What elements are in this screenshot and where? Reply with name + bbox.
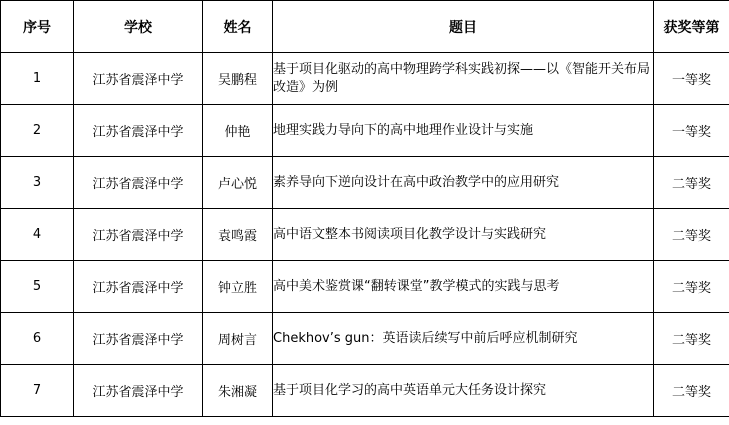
table-row [1,313,729,365]
cell-seq: 5 [1,261,74,313]
cell-seq: 6 [1,313,74,365]
cell-school: 江苏省震泽中学 [74,105,203,157]
cell-school: 江苏省震泽中学 [74,365,203,417]
cell-seq: 4 [1,209,74,261]
cell-title: 地理实践力导向下的高中地理作业设计与实施 [273,105,654,157]
cell-seq: 1 [1,53,74,105]
cell-school: 江苏省震泽中学 [74,313,203,365]
cell-name: 袁鸣霞 [203,209,273,261]
cell-award: 二等奖 [654,261,729,313]
cell-title: 素养导向下逆向设计在高中政治教学中的应用研究 [273,157,654,209]
cell-school: 江苏省震泽中学 [74,53,203,105]
cell-seq: 3 [1,157,74,209]
table-body [1,53,729,417]
cell-award: 二等奖 [654,313,729,365]
table-row [1,157,729,209]
cell-seq: 7 [1,365,74,417]
cell-name: 吴鹏程 [203,53,273,105]
cell-award: 一等奖 [654,105,729,157]
cell-title: 高中语文整本书阅读项目化教学设计与实践研究 [273,209,654,261]
header-seq: 序号 [1,1,74,53]
cell-title: 基于项目化学习的高中英语单元大任务设计探究 [273,365,654,417]
cell-award: 一等奖 [654,53,729,105]
cell-name: 仲艳 [203,105,273,157]
header-title: 题目 [273,1,654,53]
header-row [1,1,729,53]
cell-seq: 2 [1,105,74,157]
header-name: 姓名 [203,1,273,53]
cell-award: 二等奖 [654,365,729,417]
table-row [1,261,729,313]
table-row [1,365,729,417]
cell-name: 朱湘凝 [203,365,273,417]
cell-name: 卢心悦 [203,157,273,209]
cell-school: 江苏省震泽中学 [74,261,203,313]
table-row [1,105,729,157]
table-row [1,209,729,261]
cell-school: 江苏省震泽中学 [74,157,203,209]
header-school: 学校 [74,1,203,53]
cell-school: 江苏省震泽中学 [74,209,203,261]
cell-award: 二等奖 [654,209,729,261]
header-award: 获奖等第 [654,1,729,53]
cell-title: 基于项目化驱动的高中物理跨学科实践初探——以《智能开关布局改造》为例 [273,53,654,105]
cell-award: 二等奖 [654,157,729,209]
cell-name: 钟立胜 [203,261,273,313]
cell-title: Chekhov’s gun：英语读后续写中前后呼应机制研究 [273,313,654,365]
cell-name: 周树言 [203,313,273,365]
table-header [1,1,729,53]
cell-title: 高中美术鉴赏课“翻转课堂”教学模式的实践与思考 [273,261,654,313]
table-row [1,53,729,105]
